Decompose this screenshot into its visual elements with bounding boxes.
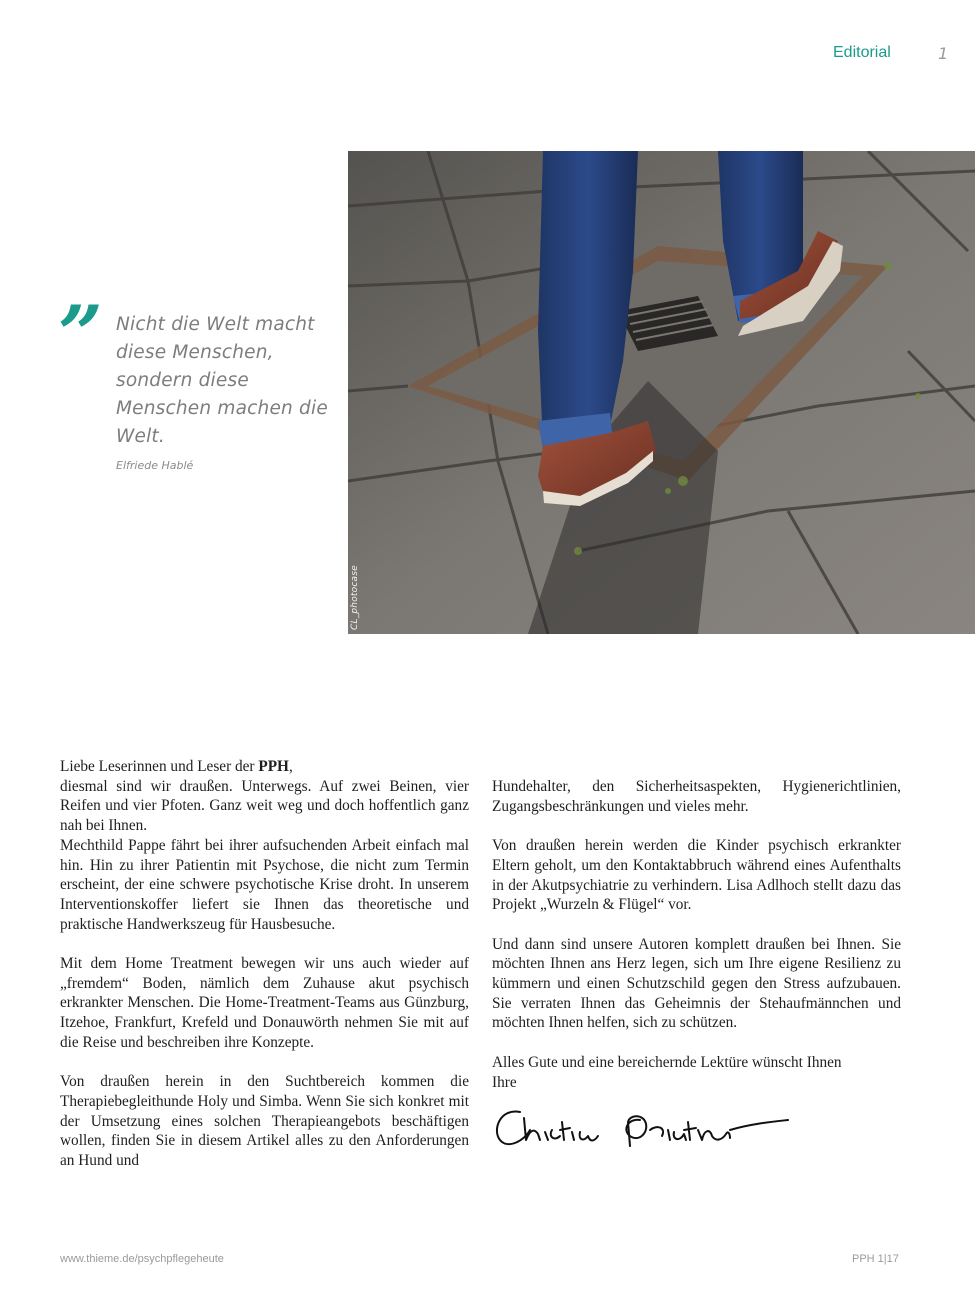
- page-number: 1: [938, 44, 949, 63]
- pull-quote: Nicht die Welt macht diese Menschen, sondern diese Menschen machen die Welt.: [116, 314, 328, 447]
- photo-credit: CL_photocase: [350, 565, 360, 630]
- paragraph: Mit dem Home Treatment bewegen wir uns auch wieder auf „fremdem“ Boden, nämlich dem Zuhause akut psychisch erkrankter Menschen. Die Home-Treatment-Teams aus Günzburg, Itzehoe, Frankfurt, Krefeld und Donauwörth nehmen Sie mit auf die Reise und beschreiben ihre Konzepte.: [60, 955, 469, 1051]
- paragraph: Und dann sind unsere Autoren komplett draußen bei Ihnen. Sie möchten Ihnen ans Herz legen, sich um Ihre eigene Resilienz zu kümmern und einen Schutzschild gegen den Stress aufzubauen. Sie verraten Ihnen das Geheimnis der Stehaufmännchen und möchten Ihnen helfen, sich zu schützen.: [492, 935, 901, 1032]
- paragraph: Von draußen herein in den Suchtbereich kommen die Therapiebegleithunde Holy und Simba. Wenn Sie sich konkret mit der Umsetzung eines solchen Therapieangebots beschäftigen wollen, finden Sie in diesem Artikel alles zu den Anforderungen an Hund und: [60, 1073, 469, 1170]
- walking-feet-photo: [348, 151, 975, 634]
- paragraph: diesmal sind wir draußen. Unterwegs. Auf zwei Beinen, vier Reifen und vier Pfoten. Ganz weit weg und doch hoffentlich ganz nah bei Ihnen.: [60, 777, 469, 835]
- letter-column-right: [492, 777, 901, 1092]
- footer-issue: PPH 1|17: [852, 1253, 899, 1265]
- paragraph: Von draußen herein werden die Kinder psychisch erkrankter Eltern geholt, um den Kontaktabbruch während eines Aufenthalts in der Akutpsychiatrie zu verhindern. Lisa Adlhoch stellt dazu das Projekt „Wurzeln & Flügel“ vor.: [492, 837, 901, 914]
- section-title: Editorial: [833, 44, 891, 61]
- footer-url[interactable]: www.thieme.de/psychpflegeheute: [60, 1253, 224, 1265]
- paragraph: Hundehalter, den Sicherheitsaspekten, Hygienerichtlinien, Zugangsbeschränkungen und vieles mehr.: [492, 778, 901, 815]
- quote-author: Elfriede Hablé: [116, 459, 194, 472]
- closing: Alles Gute und eine bereichernde Lektüre wünscht Ihnen: [492, 1053, 842, 1071]
- handwritten-signature: [490, 1100, 790, 1160]
- letter-column-left: [60, 757, 469, 1171]
- quote-mark-icon: ”: [58, 289, 103, 380]
- closing-ihre: Ihre: [492, 1073, 517, 1091]
- salutation: Liebe Leserinnen und Leser der PPH,: [60, 758, 293, 775]
- paragraph: Mechthild Pappe fährt bei ihrer aufsuchenden Arbeit einfach mal hin. Hin zu ihrer Patientin mit Psychose, die nicht zum Termin erscheint, der eine schwere psychotische Krise droht. In unserem Interventionskoffer liefert sie Ihnen das theoretische und praktische Handwerkszeug für Hausbesuche.: [60, 836, 469, 933]
